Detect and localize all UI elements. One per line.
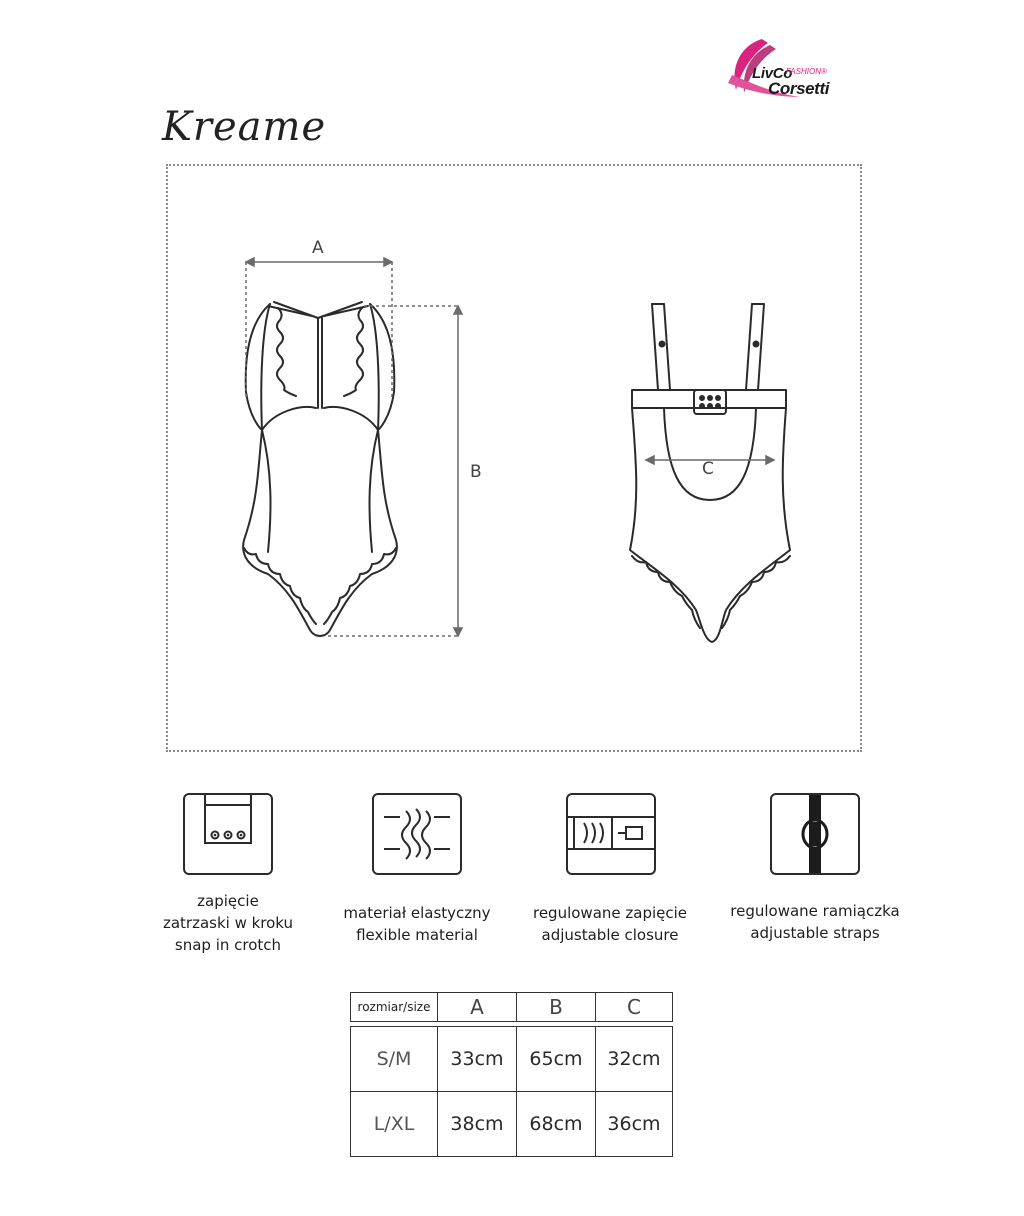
dimension-c-label: C — [702, 459, 714, 479]
table-row — [351, 1027, 673, 1092]
brand-fashion: FASHION® — [786, 67, 827, 76]
front-view-drawing — [243, 302, 397, 636]
row-size: L/XL — [351, 1092, 438, 1157]
brand-livco: LivCo — [752, 65, 793, 82]
header-size: rozmiar/size — [351, 993, 438, 1022]
adjustable-straps-icon — [770, 793, 860, 875]
row-c: 36cm — [596, 1092, 673, 1157]
feature-closure-line-1: regulowane zapięcie — [532, 904, 688, 922]
row-b: 65cm — [517, 1027, 596, 1092]
feature-elastic-text — [322, 902, 512, 946]
dimension-a-label: A — [312, 238, 324, 258]
header-c: C — [596, 993, 673, 1022]
size-table — [350, 992, 673, 1157]
feature-elastic-line-2: flexible material — [356, 926, 478, 944]
snap-crotch-icon — [183, 793, 273, 875]
dimension-b-label: B — [470, 462, 482, 482]
feature-straps-line-2: adjustable straps — [750, 924, 880, 942]
row-a: 38cm — [438, 1092, 517, 1157]
table-row — [351, 1092, 673, 1157]
product-title: Kreame — [162, 104, 327, 150]
feature-closure-line-2: adjustable closure — [541, 926, 679, 944]
size-table-header — [351, 993, 673, 1022]
row-size: S/M — [351, 1027, 438, 1092]
feature-snap-line-1: zapięcie — [197, 892, 259, 910]
elastic-material-icon — [372, 793, 462, 875]
feature-straps-text — [708, 900, 922, 944]
header-b: B — [517, 993, 596, 1022]
adjustable-closure-icon — [566, 793, 656, 875]
feature-snap-line-3: snap in crotch — [174, 936, 282, 954]
brand-corsetti: Corsetti — [768, 79, 830, 98]
feature-straps-line-1: regulowane ramiączka — [730, 902, 900, 920]
row-b: 68cm — [517, 1092, 596, 1157]
feature-snap-line-2: zatrzaski w kroku — [162, 914, 294, 932]
feature-elastic-line-1: materiał elastyczny — [343, 904, 491, 922]
header-a: A — [438, 993, 517, 1022]
row-c: 32cm — [596, 1027, 673, 1092]
feature-snap-text — [138, 890, 318, 956]
feature-closure-text — [510, 902, 710, 946]
row-a: 33cm — [438, 1027, 517, 1092]
